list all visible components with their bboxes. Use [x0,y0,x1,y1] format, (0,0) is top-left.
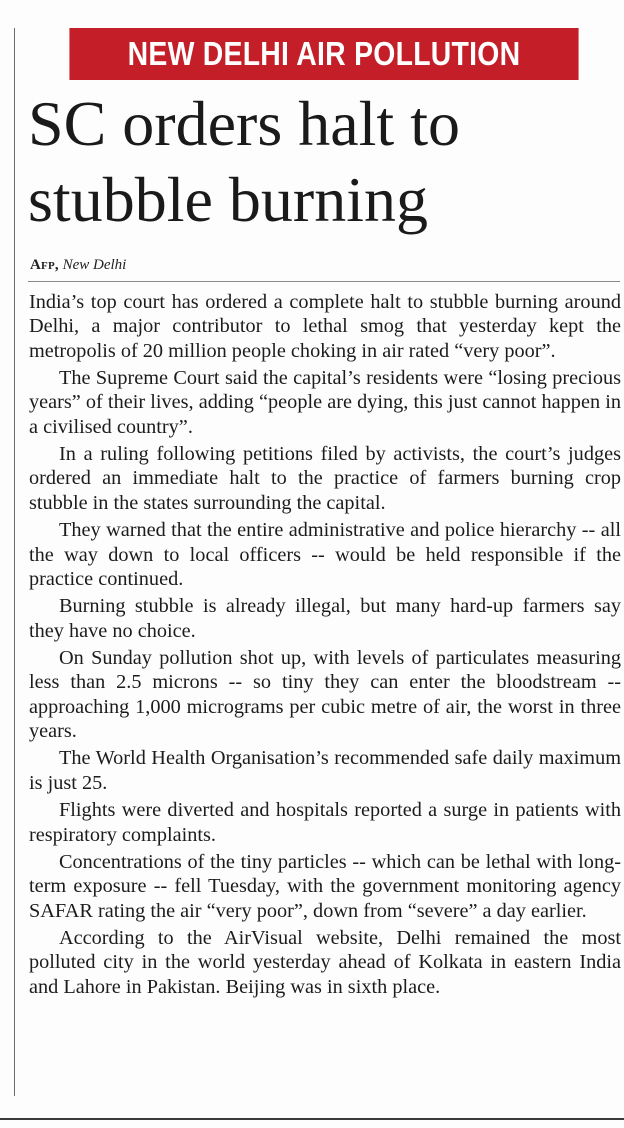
column-rule-left [14,28,15,1096]
section-kicker: NEW DELHI AIR POLLUTION [69,28,578,80]
byline [30,255,126,275]
headline: SC orders halt to stubble burning [28,88,460,235]
paragraph-7: The World Health Organisation’s recommended safe daily maximum is just 25. [29,747,621,794]
paragraph-2: The Supreme Court said the capital’s residents were “losing precious years” of their lives, adding “people are dying, this just cannot happen in a civilised country”. [29,367,621,438]
paragraph-3: In a ruling following petitions filed by activists, the court’s judges ordered an immediate halt to the practice of farmers burning crop stubble in the states surrounding the capital. [29,443,621,514]
byline-place: New Delhi [62,257,127,273]
paragraph-1: India’s top court has ordered a complete halt to stubble burning around Delhi, a major contributor to lethal smog that yesterday kept the metropolis of 20 million people choking in air rated “very poor”. [29,291,621,362]
page-bottom-rule [0,1118,624,1120]
paragraph-10: According to the AirVisual website, Delhi remained the most polluted city in the world yesterday ahead of Kolkata in eastern India and Lahore in Pakistan. Beijing was in sixth place. [29,927,621,998]
article-body [29,290,621,1002]
byline-agency: Afp, [30,257,59,273]
paragraph-5: Burning stubble is already illegal, but many hard-up farmers say they have no choice. [29,595,621,642]
paragraph-6: On Sunday pollution shot up, with levels of particulates measuring less than 2.5 microns -- so tiny they can enter the bloodstream -- approaching 1,000 micrograms per cubic metre of air, the worst in three years. [29,647,621,742]
paragraph-8: Flights were diverted and hospitals reported a surge in patients with respiratory complaints. [29,799,621,846]
paragraph-4: They warned that the entire administrative and police hierarchy -- all the way down to local officers -- would be held responsible if the practice continued. [29,519,621,590]
paragraph-9: Concentrations of the tiny particles -- which can be lethal with long-term exposure -- fell Tuesday, with the government monitoring agency SAFAR rating the air “very poor”, down from “severe” a day earlier. [29,851,621,922]
byline-divider [28,281,620,282]
